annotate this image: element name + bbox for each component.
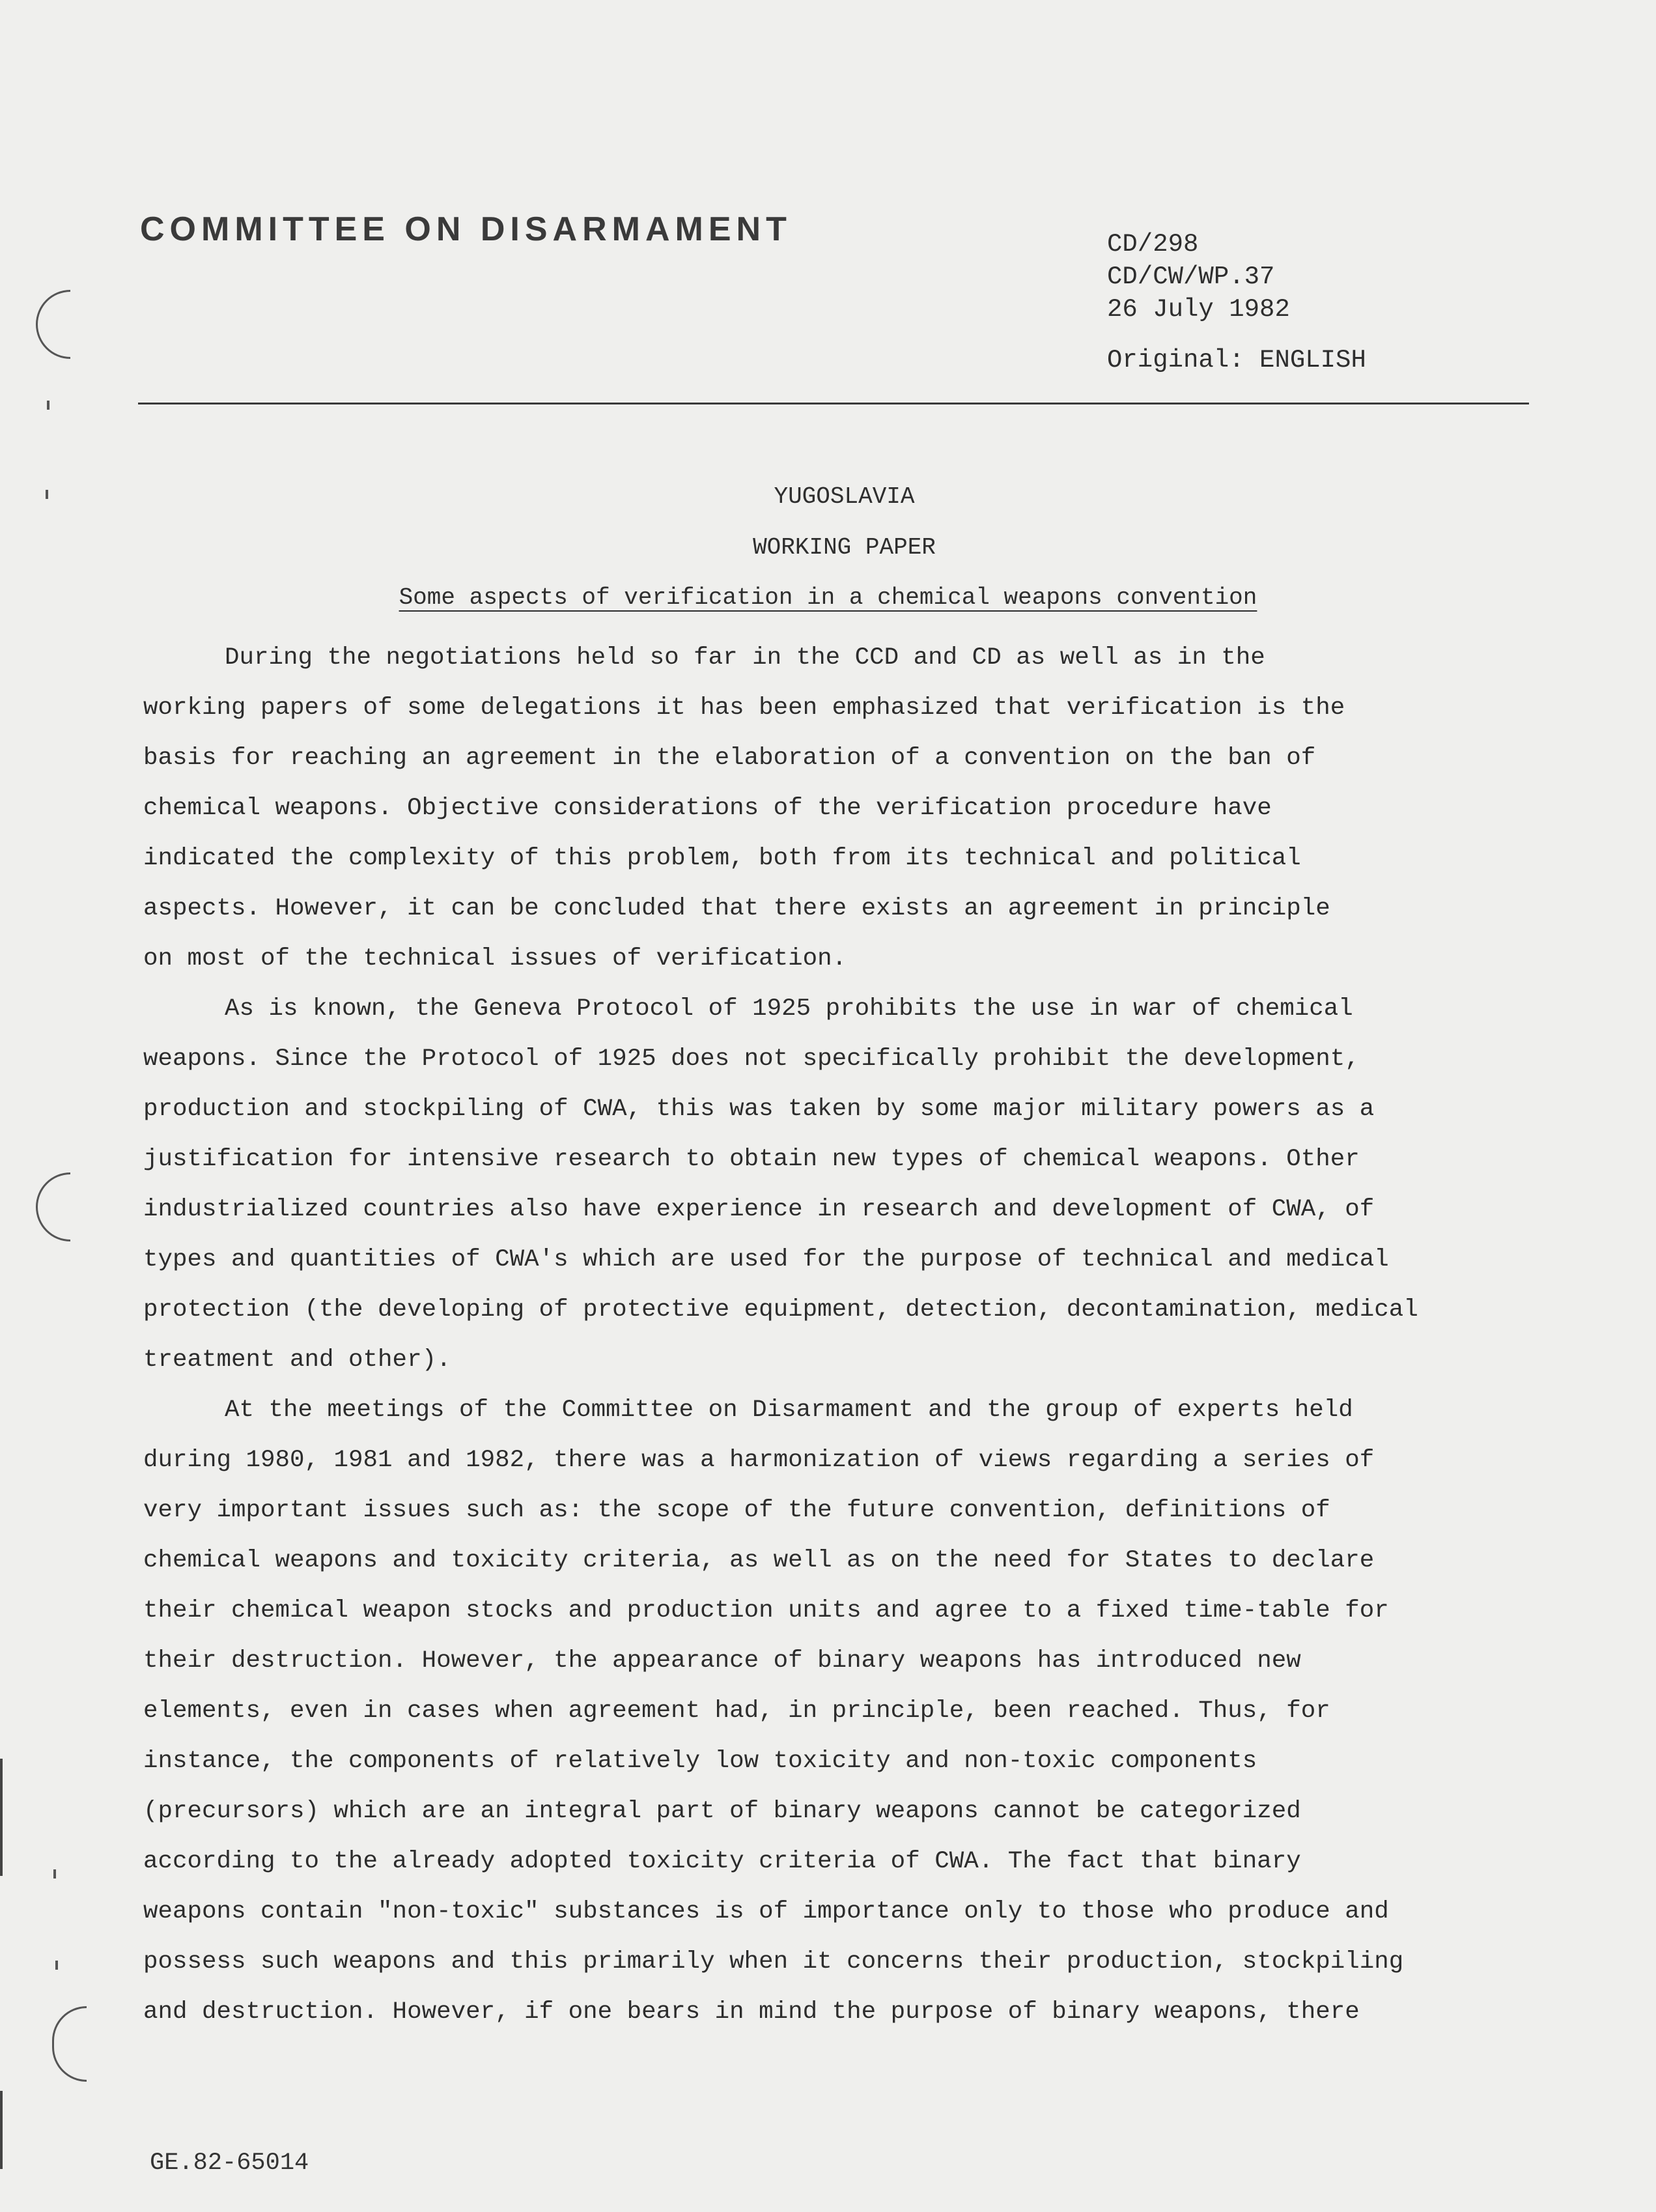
scan-edge-mark	[0, 2091, 3, 2169]
body-line: weapons contain "non-toxic" substances is of importance only to those who produce and	[143, 1898, 1389, 1925]
body-line: treatment and other).	[143, 1346, 451, 1374]
binder-hole-mark	[52, 2006, 87, 2082]
document-type-heading: WORKING PAPER	[753, 534, 936, 561]
body-text	[143, 633, 1563, 2037]
body-line: working papers of some delegations it has been emphasized that verification is the	[143, 694, 1345, 722]
body-line: production and stockpiling of CWA, this was taken by some major military powers as a	[143, 1096, 1375, 1123]
job-number: GE.82-65014	[150, 2149, 309, 2177]
body-line: aspects. However, it can be concluded that there exists an agreement in principle	[143, 895, 1330, 922]
body-line: As is known, the Geneva Protocol of 1925 prohibits the use in war of chemical	[225, 995, 1353, 1023]
body-line: according to the already adopted toxicity criteria of CWA. The fact that binary	[143, 1848, 1301, 1875]
binder-hole-mark	[36, 290, 70, 359]
original-language: Original: ENGLISH	[1107, 346, 1366, 375]
body-line: indicated the complexity of this problem, both from its technical and political	[143, 845, 1301, 872]
margin-tick	[53, 1869, 56, 1879]
body-line: very important issues such as: the scope of the future convention, definitions of	[143, 1497, 1330, 1524]
body-line: chemical weapons. Objective considerations of the verification procedure have	[143, 795, 1272, 822]
subject-title: Some aspects of verification in a chemical weapons convention	[399, 584, 1257, 611]
document-symbol: CD/298	[1107, 230, 1199, 259]
body-line: on most of the technical issues of verification.	[143, 945, 847, 972]
body-line: their chemical weapon stocks and production units and agree to a fixed time-table for	[143, 1597, 1389, 1624]
body-line: types and quantities of CWA's which are used for the purpose of technical and medical	[143, 1246, 1389, 1273]
body-line: justification for intensive research to obtain new types of chemical weapons. Other	[143, 1146, 1360, 1173]
scan-edge-mark	[0, 1759, 3, 1876]
body-line: industrialized countries also have experience in research and development of CWA, of	[143, 1196, 1375, 1223]
margin-tick	[46, 490, 48, 499]
body-line: instance, the components of relatively low toxicity and non-toxic components	[143, 1748, 1257, 1775]
body-line: elements, even in cases when agreement had, in principle, been reached. Thus, for	[143, 1697, 1330, 1725]
body-line: and destruction. However, if one bears in mind the purpose of binary weapons, there	[143, 1998, 1360, 2026]
document-reference-block	[1107, 228, 1366, 376]
document-date: 26 July 1982	[1107, 295, 1290, 324]
country-heading: YUGOSLAVIA	[774, 483, 915, 510]
margin-tick	[55, 1961, 58, 1970]
body-line: protection (the developing of protective equipment, detection, decontamination, medical	[143, 1296, 1418, 1324]
body-line: During the negotiations held so far in the CCD and CD as well as in the	[225, 644, 1265, 672]
body-line: weapons. Since the Protocol of 1925 does not specifically prohibit the development,	[143, 1045, 1360, 1073]
body-line: during 1980, 1981 and 1982, there was a harmonization of views regarding a series of	[143, 1447, 1375, 1474]
body-line: At the meetings of the Committee on Disarmament and the group of experts held	[225, 1397, 1353, 1424]
header-divider	[138, 403, 1529, 404]
body-line: (precursors) which are an integral part of binary weapons cannot be categorized	[143, 1798, 1301, 1825]
binder-hole-mark	[36, 1172, 70, 1241]
committee-stamp: COMMITTEE ON DISARMAMENT	[140, 210, 792, 248]
body-line: basis for reaching an agreement in the elaboration of a convention on the ban of	[143, 744, 1316, 772]
margin-tick	[47, 401, 49, 410]
body-line: their destruction. However, the appearance of binary weapons has introduced new	[143, 1647, 1301, 1675]
document-symbol-secondary: CD/CW/WP.37	[1107, 262, 1275, 291]
body-line: possess such weapons and this primarily when it concerns their production, stockpiling	[143, 1948, 1404, 1976]
body-line: chemical weapons and toxicity criteria, as well as on the need for States to declare	[143, 1547, 1375, 1574]
